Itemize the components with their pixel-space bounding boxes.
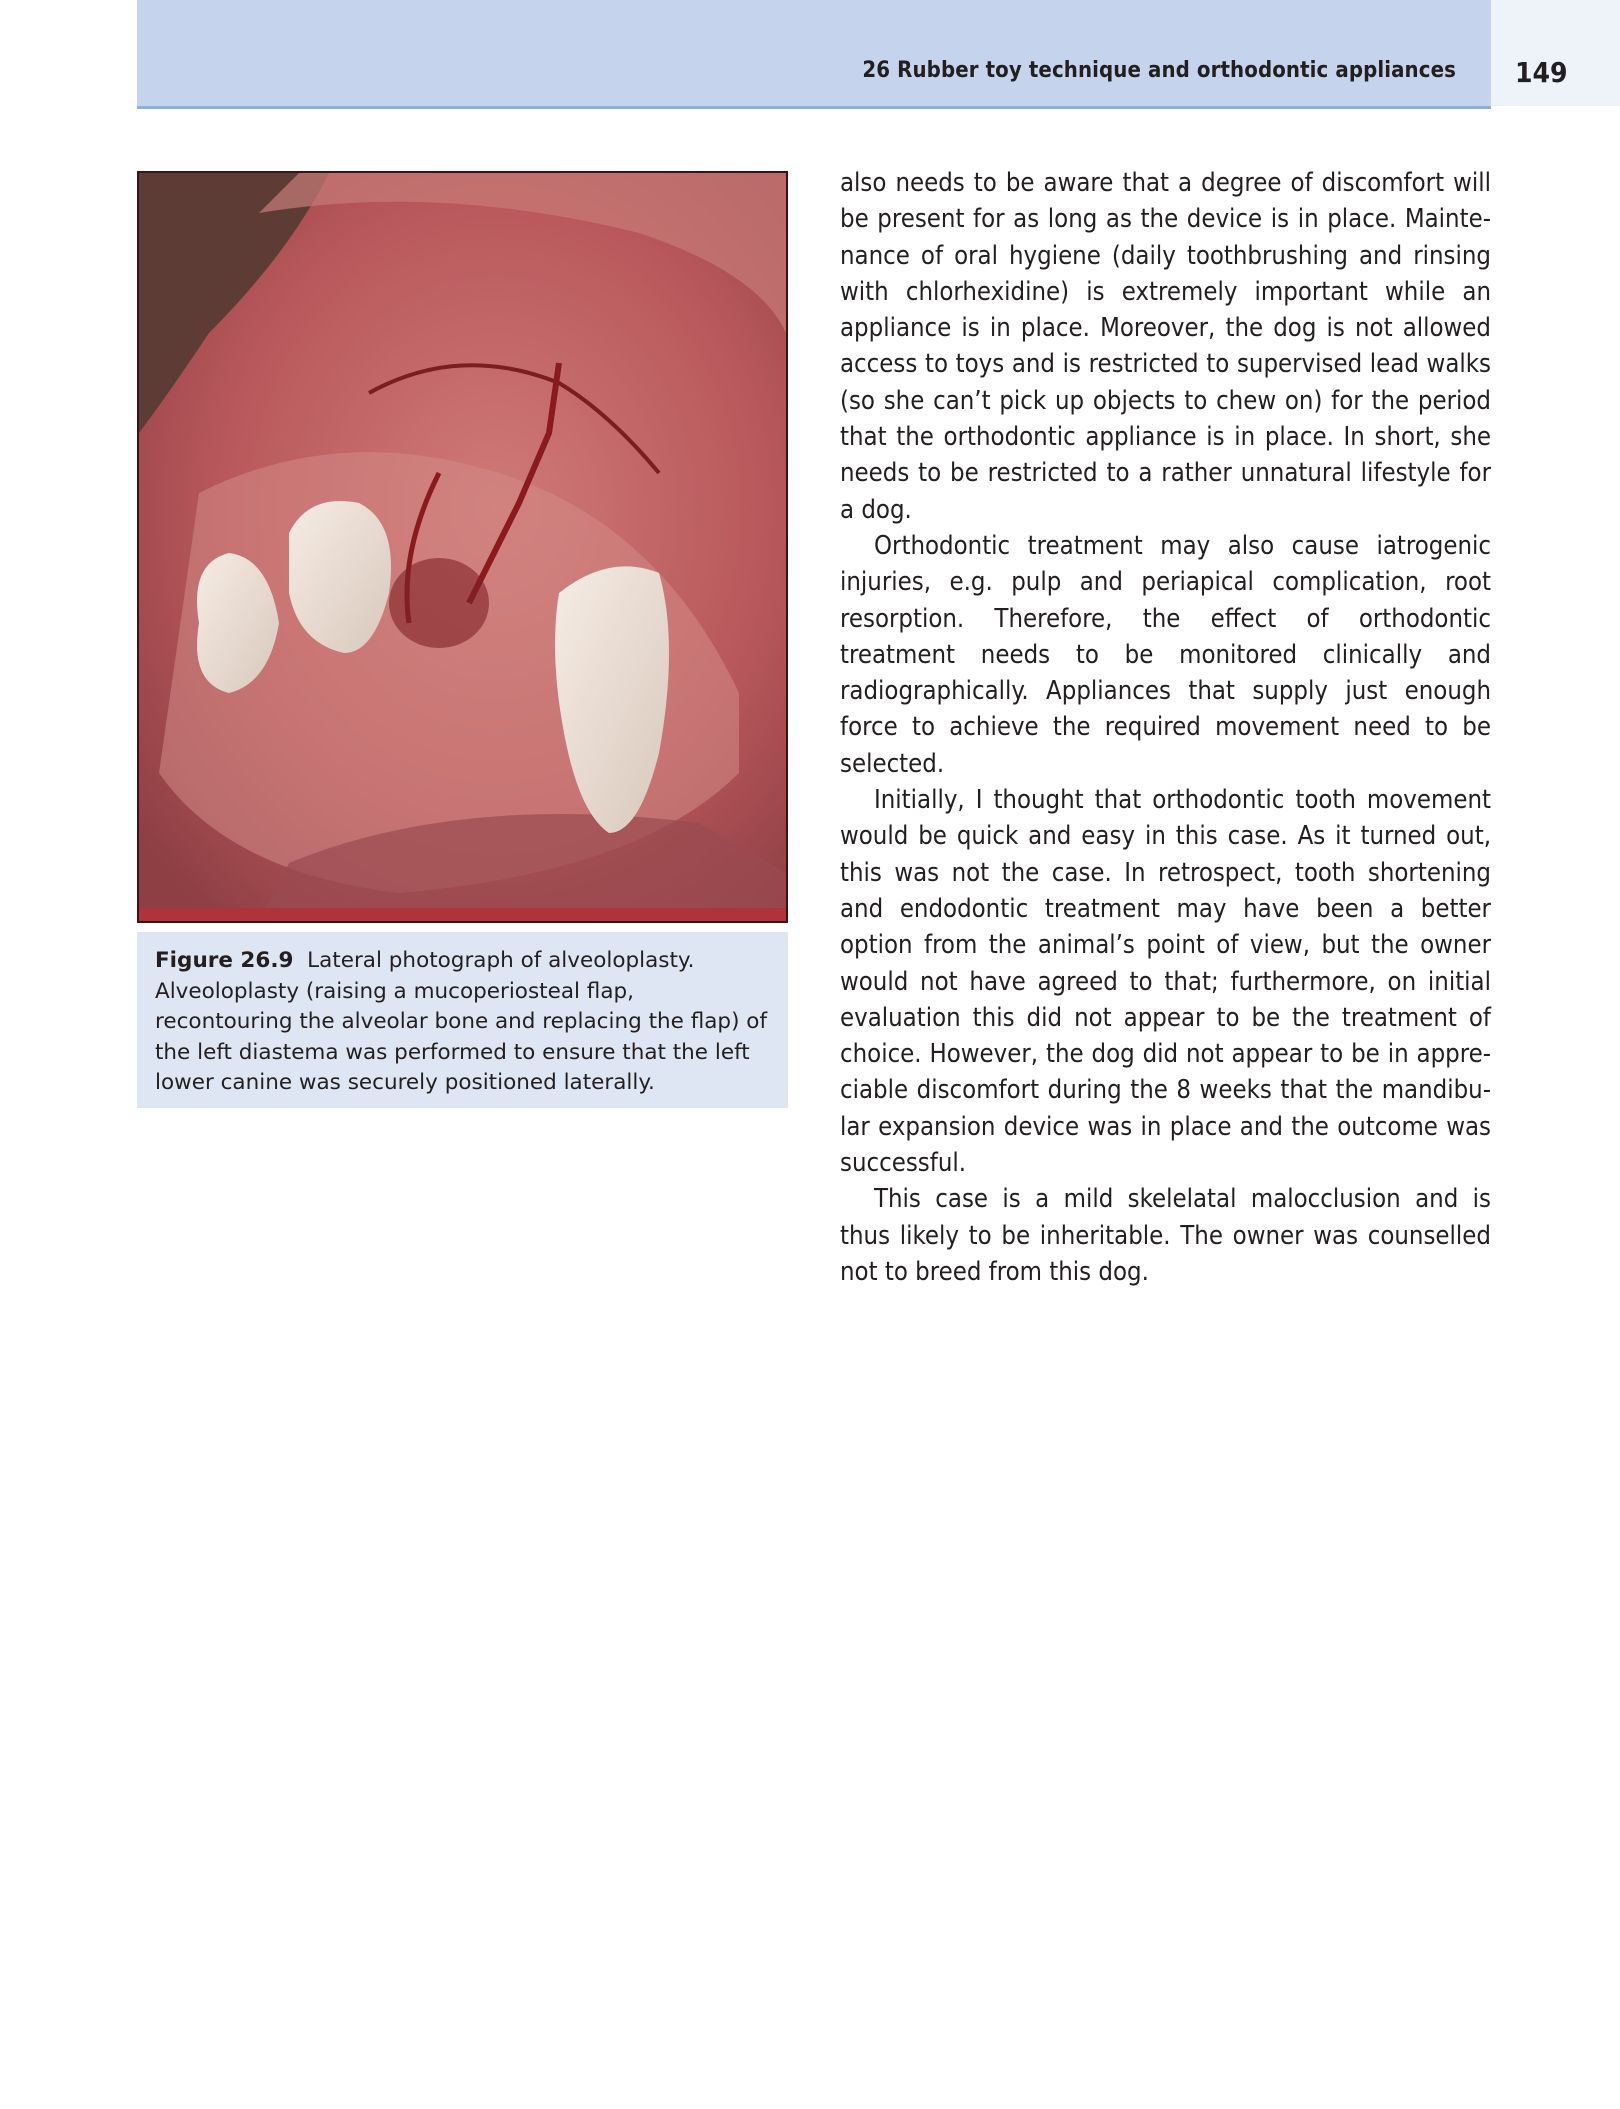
figure-caption-text: Lateral photograph of alveoloplasty. Alveoloplasty (raising a mucoperiosteal flap, recontouring the alveolar bone and replacing the flap) of the left diastema was performed to ensure that the left lower canine was securely positioned laterally.	[155, 948, 768, 1095]
running-title: 26 Rubber toy technique and orthodontic appliances	[862, 58, 1456, 83]
paragraph: also needs to be aware that a degree of discomfort will be present for as long as the device is in place. Maintenance of oral hygiene (daily toothbrushing and rinsing with chlorhexidine) is extremely important while an appliance is in place. Moreover, the dog is not allowed access to toys and is restricted to supervised lead walks (so she can’t pick up objects to chew on) for the period that the orthodontic appliance is in place. In short, she needs to be restricted to a rather unnatural lifestyle for a dog.	[840, 168, 1491, 525]
body-text	[840, 165, 1491, 1290]
figure-label: Figure 26.9	[155, 948, 294, 973]
running-header	[137, 0, 1491, 109]
paragraph: Initially, I thought that orthodontic tooth movement would be quick and easy in this case. As it turned out, this was not the case. In retrospect, tooth shortening and endodontic treatment may have been a better option from the animal’s point of view, but the owner would not have agreed to that; furthermore, on initial evaluation this did not appear to be the treatment of choice. However, the dog did not appear to be in appreciable discomfort during the 8 weeks that the mandibular expansion device was in place and the outcome was successful.	[840, 785, 1491, 1179]
paragraph: Orthodontic treatment may also cause iatrogenic injuries, e.g. pulp and periapical complication, root resorption. Therefore, the effect of orthodontic treatment needs to be monitored clinically and radiographically. Appliances that supply just enough force to achieve the required movement need to be selected.	[840, 530, 1491, 779]
figure-caption	[137, 932, 788, 1108]
paragraph: This case is a mild skelelatal malocclusion and is thus likely to be inheritable. The owner was counselled not to breed from this dog.	[840, 1184, 1491, 1287]
figure-photo	[137, 171, 788, 923]
page-number-box	[1491, 0, 1620, 106]
page-number: 149	[1515, 56, 1568, 89]
